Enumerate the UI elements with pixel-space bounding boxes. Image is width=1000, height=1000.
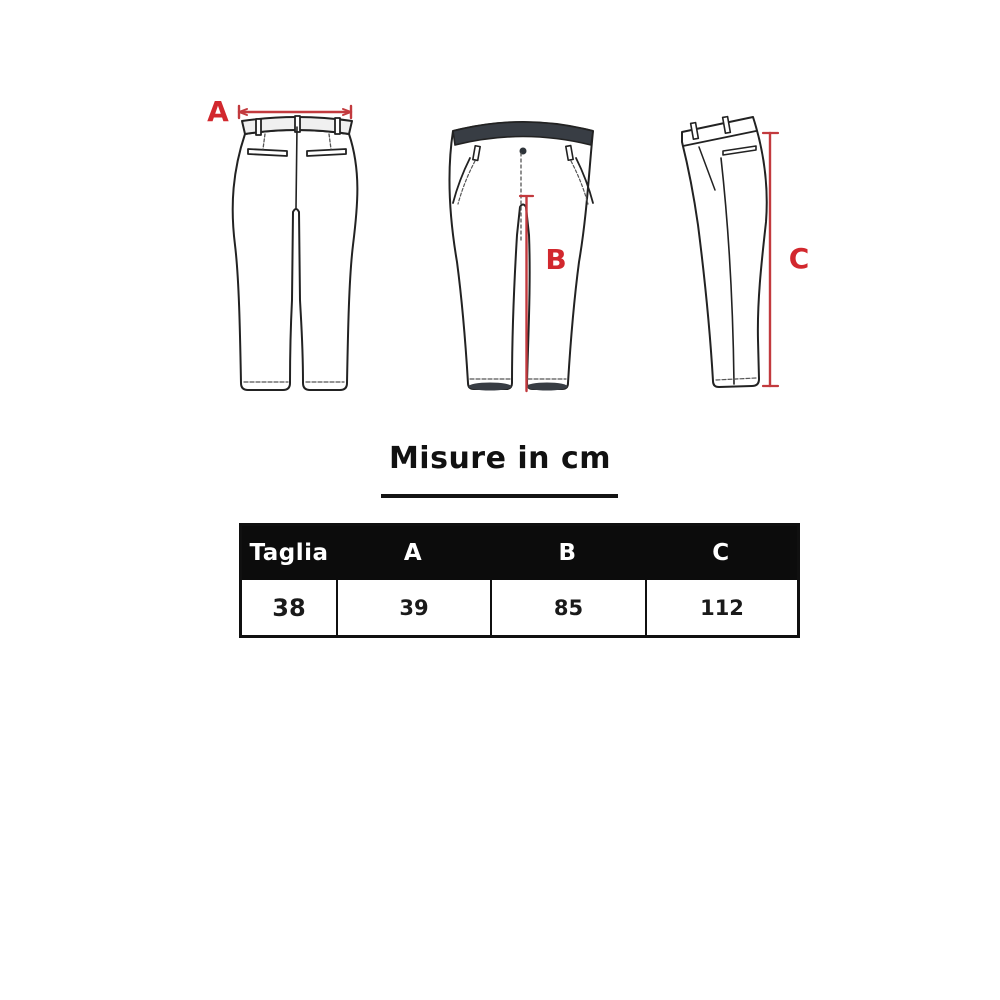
- measure-label-c: C: [788, 242, 810, 275]
- header-cell-a: A: [403, 540, 423, 566]
- back-center-seam: [296, 127, 297, 208]
- front-hem-opening: [527, 383, 568, 391]
- pants-front-view-drawing: [450, 122, 593, 391]
- cell-size-value: 38: [272, 593, 306, 622]
- back-pocket-right: [307, 149, 346, 156]
- back-pocket-left: [248, 149, 287, 156]
- header-cell-c: C: [712, 540, 730, 566]
- header-cell-taglia: Taglia: [249, 540, 329, 566]
- cell-measure-a-value: 39: [336, 580, 490, 635]
- measure-label-a: A: [207, 95, 229, 128]
- pants-side-view-drawing: [682, 117, 767, 387]
- cell-measure-c-value: 112: [645, 580, 797, 635]
- measure-label-b: B: [545, 243, 567, 276]
- pants-measurement-illustration: [0, 0, 1000, 440]
- side-body-outline: [682, 117, 767, 387]
- section-title: Misure in cm: [388, 441, 612, 476]
- size-table-header-row: [242, 526, 797, 580]
- size-table: [239, 523, 800, 638]
- pants-back-view-drawing: [233, 116, 358, 390]
- back-belt-loop: [335, 118, 340, 134]
- back-belt-loop: [256, 119, 261, 135]
- size-table-data-row: [242, 580, 797, 635]
- back-body-outline: [233, 130, 358, 390]
- front-hem-opening: [469, 383, 512, 391]
- title-underline: [381, 494, 618, 498]
- header-cell-b: B: [558, 540, 577, 566]
- cell-measure-b-value: 85: [490, 580, 645, 635]
